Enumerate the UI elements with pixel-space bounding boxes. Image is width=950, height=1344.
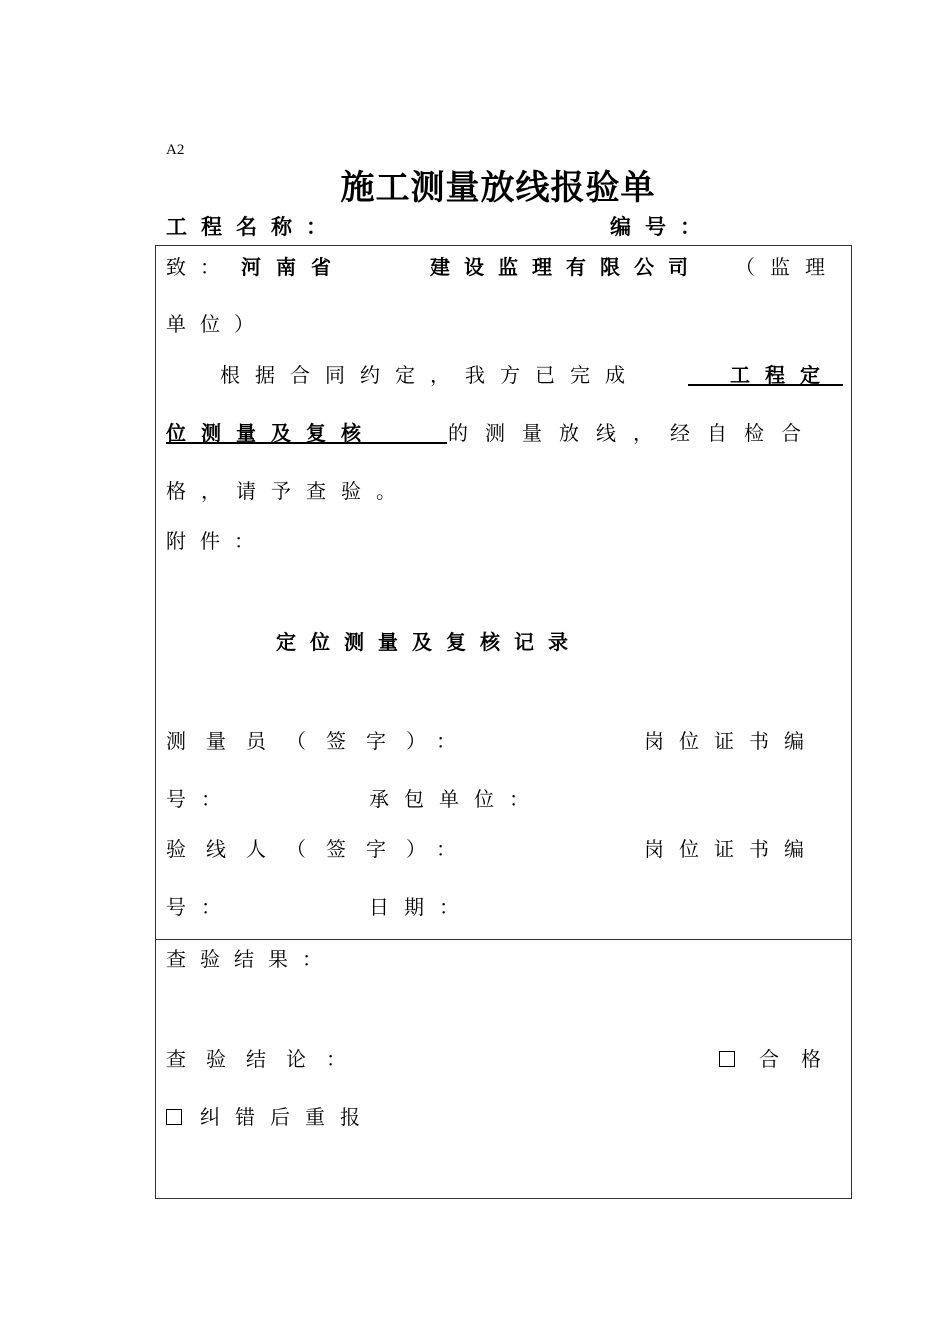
surveyor-cert-label: 岗位证书编	[644, 729, 819, 753]
resubmit-checkbox[interactable]	[166, 1109, 182, 1125]
work-item-fill-line2: 位测量及复核	[166, 421, 376, 445]
pass-checkbox[interactable]	[719, 1051, 735, 1067]
checker-cert-label-cont: 号：	[166, 895, 236, 919]
option-resubmit[interactable]	[166, 1105, 375, 1129]
page-title: 施工测量放线报验单	[340, 168, 656, 208]
contractor-label: 承包单位：	[369, 787, 544, 811]
to-label: 致：	[166, 255, 234, 279]
attachment-label: 附件：	[166, 529, 268, 553]
addressee-company: 建设监理有限公司	[430, 255, 702, 279]
body-text-line1: 根据合同约定，我方已完成	[220, 363, 640, 387]
body-text-line3: 格，请予查验。	[166, 479, 411, 503]
report-body-box	[155, 245, 852, 940]
project-name-label: 工程名称：	[166, 215, 341, 239]
inspection-result-label: 查验结果：	[166, 947, 336, 971]
checker-cert-label: 岗位证书编	[644, 837, 819, 861]
form-code: A2	[166, 142, 185, 158]
work-item-fill-line1: 工程定	[730, 363, 835, 387]
addressee-suffix: （监理	[735, 255, 840, 279]
attachment-item: 定位测量及复核记录	[276, 630, 582, 654]
checker-signature-label: 验线人（签字）：	[166, 837, 476, 861]
surveyor-cert-label-cont: 号：	[166, 787, 236, 811]
option-resubmit-label: 纠错后重报	[200, 1105, 375, 1129]
surveyor-signature-label: 测量员（签字）：	[166, 729, 476, 753]
addressee-province: 河南省	[241, 255, 346, 279]
body-text-line2: 的测量放线，经自检合	[448, 421, 818, 445]
addressee-suffix-cont: 单位）	[166, 312, 268, 336]
option-pass-label: 合格	[759, 1047, 843, 1071]
date-label: 日期：	[369, 895, 474, 919]
option-pass[interactable]	[719, 1047, 843, 1071]
inspection-conclusion-label: 查验结论：	[166, 1047, 366, 1071]
number-label: 编号：	[610, 215, 715, 239]
